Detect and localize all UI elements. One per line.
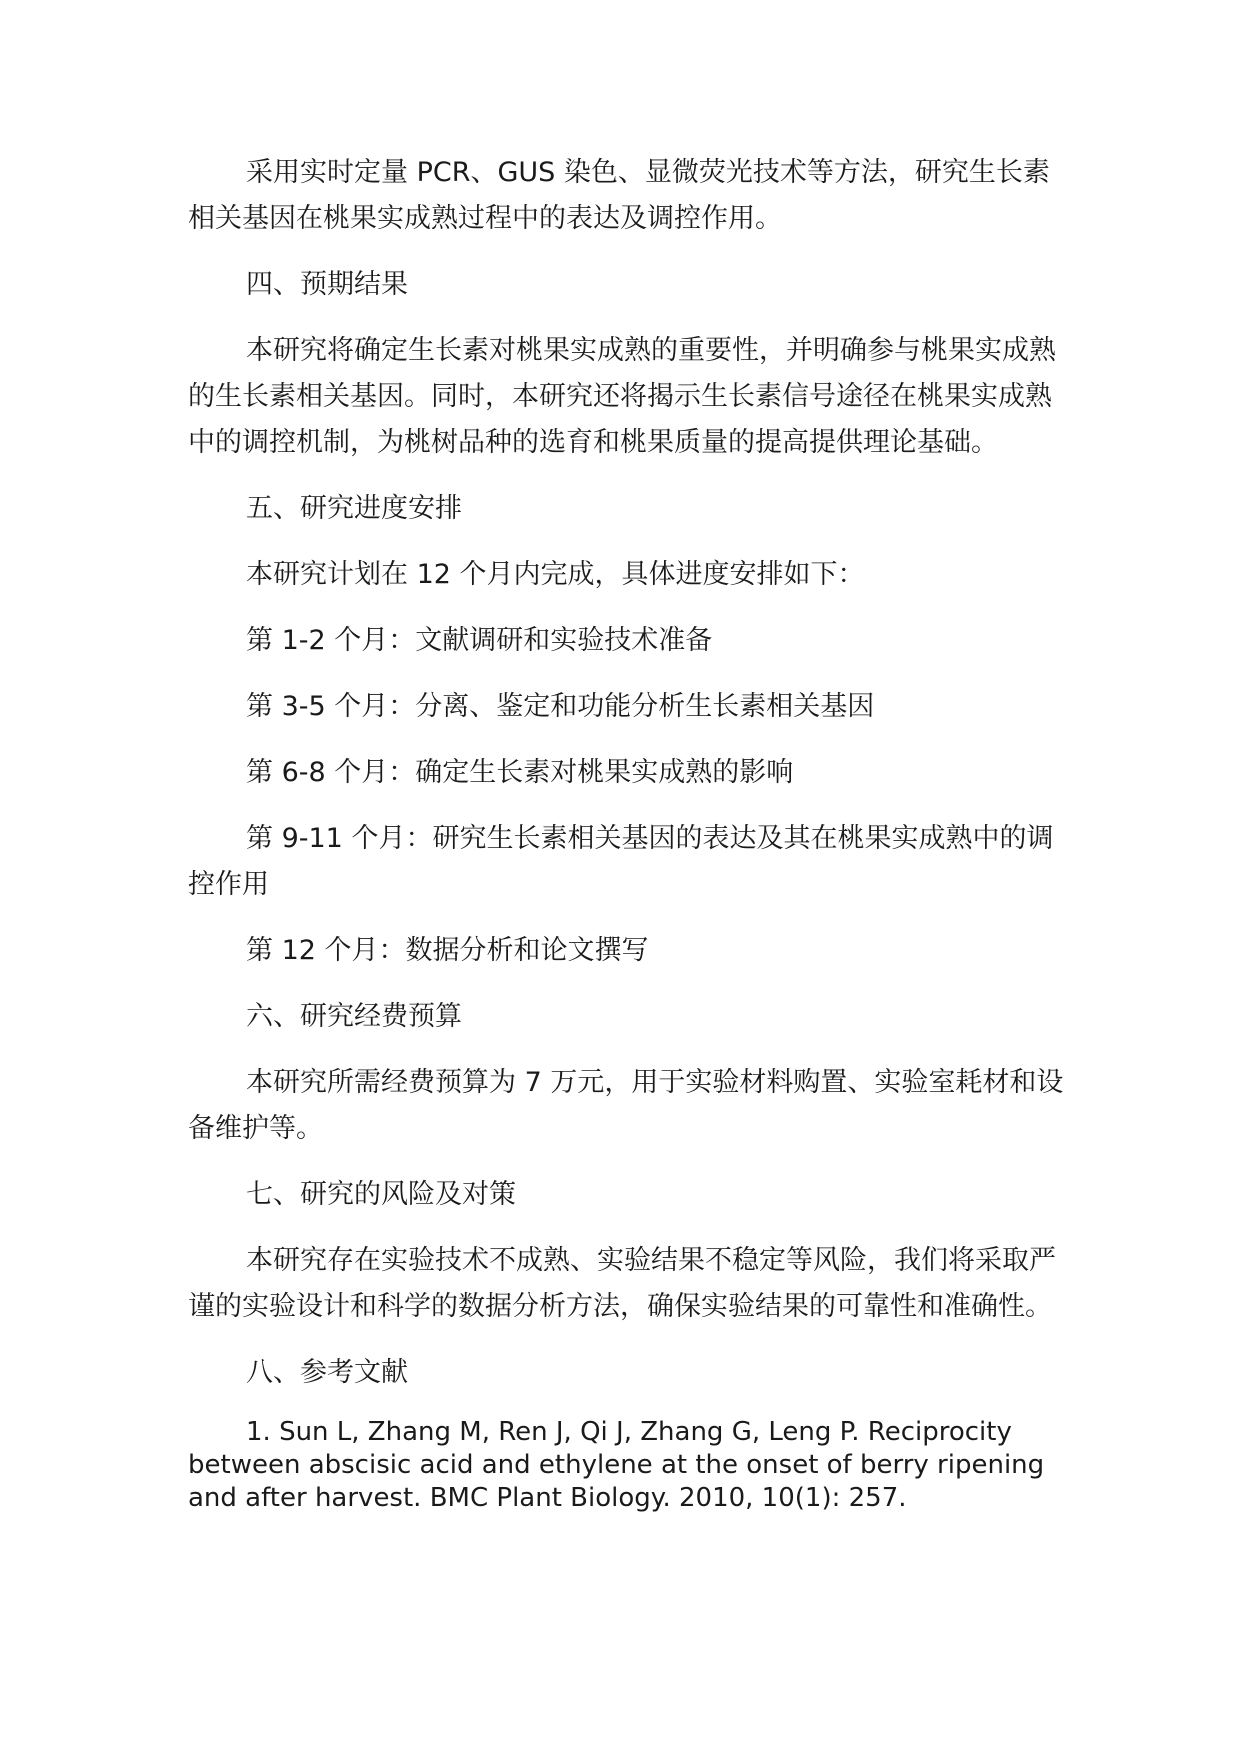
heading-expected-results: 四、预期结果 [246,269,408,300]
heading-budget: 六、研究经费预算 [246,1001,462,1032]
schedule-item-2: 第 3-5 个月：分离、鉴定和功能分析生长素相关基因 [246,691,875,722]
reference-item-1: 1. Sun L, Zhang M, Ren J, Qi J, Zhang G, Leng P. Reciprocity between abscisic acid and ethylene at the onset of berry ripening and after harvest. BMC Plant Biology. 2010, 10(1): 257. [188,1417,1045,1513]
paragraph-methods: 采用实时定量 PCR、GUS 染色、显微荧光技术等方法，研究生长素相关基因在桃果实成熟过程中的表达及调控作用。 [188,157,1050,234]
heading-references: 八、参考文献 [246,1357,408,1388]
heading-risks: 七、研究的风险及对策 [246,1179,516,1210]
paragraph-budget: 本研究所需经费预算为 7 万元，用于实验材料购置、实验室耗材和设备维护等。 [188,1067,1064,1144]
schedule-item-3: 第 6-8 个月：确定生长素对桃果实成熟的影响 [246,757,794,788]
paragraph-expected-results: 本研究将确定生长素对桃果实成熟的重要性，并明确参与桃果实成熟的生长素相关基因。同时，本研究还将揭示生长素信号途径在桃果实成熟中的调控机制，为桃树品种的选育和桃果质量的提高提供理论基础。 [188,335,1056,458]
schedule-item-5: 第 12 个月：数据分析和论文撰写 [246,935,649,966]
schedule-item-4: 第 9-11 个月：研究生长素相关基因的表达及其在桃果实成熟中的调控作用 [188,823,1054,900]
heading-schedule: 五、研究进度安排 [246,493,462,524]
paragraph-risks: 本研究存在实验技术不成熟、实验结果不稳定等风险，我们将采取严谨的实验设计和科学的数据分析方法，确保实验结果的可靠性和准确性。 [188,1245,1056,1322]
paragraph-schedule-intro: 本研究计划在 12 个月内完成，具体进度安排如下： [246,559,865,590]
document-page [188,150,1068,1515]
schedule-item-1: 第 1-2 个月：文献调研和实验技术准备 [246,625,713,656]
